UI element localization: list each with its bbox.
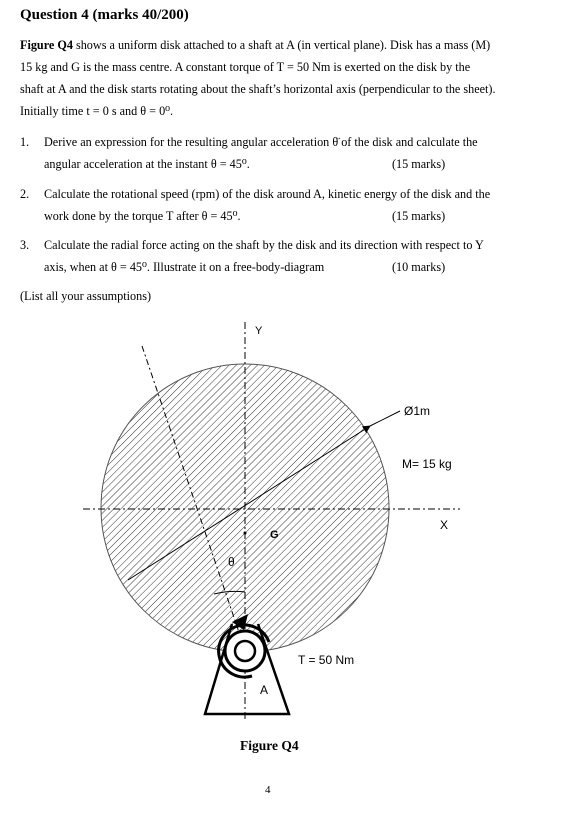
x-axis-label: X <box>440 518 449 532</box>
figure-caption: Figure Q4 <box>240 738 299 753</box>
diameter-label: Ø1m <box>404 404 431 418</box>
question-2-number: 2. <box>20 187 30 201</box>
y-axis-label: Y <box>255 325 263 337</box>
intro-line-4: Initially time t = 0 s and θ = 0⁰. <box>20 104 174 118</box>
mass-label: M= 15 kg <box>402 457 452 471</box>
question-3-marks: (10 marks) <box>392 260 446 274</box>
question-title: Question 4 (marks 40/200) <box>20 7 189 23</box>
diameter-leader-line <box>370 411 400 426</box>
question-1-marks: (15 marks) <box>392 157 446 171</box>
question-3-line-1: Calculate the radial force acting on the shaft by the disk and its direction with respect to Y <box>44 238 484 252</box>
question-3-line-2: axis, when at θ = 45⁰. Illustrate it on a free-body-diagram <box>44 260 325 274</box>
intro-line-2: 15 kg and G is the mass centre. A constant torque of T = 50 Nm is exerted on the disk by the <box>20 60 471 74</box>
page-number: 4 <box>265 784 271 796</box>
g-label: G <box>270 529 279 541</box>
assumptions-note: (List all your assumptions) <box>20 289 152 303</box>
shaft-inner-ring <box>235 641 255 661</box>
figure-reference: Figure Q4 <box>20 38 73 52</box>
intro-line-3: shaft at A and the disk starts rotating about the shaft’s horizontal axis (perpendicular to the sheet). <box>20 82 496 96</box>
question-1-line-1: Derive an expression for the resulting angular acceleration θ̈ of the disk and calculate the <box>44 135 478 149</box>
torque-label: T = 50 Nm <box>298 653 355 667</box>
intro-line-1: Figure Q4 shows a uniform disk attached to a shaft at A (in vertical plane). Disk has a mass (M) <box>20 38 491 52</box>
theta-label: θ <box>228 555 235 569</box>
g-point-marker <box>244 532 247 535</box>
question-2-marks: (15 marks) <box>392 209 446 223</box>
question-2-line-2: work done by the torque T after θ = 45⁰. <box>44 209 241 223</box>
point-a-label: A <box>260 683 269 697</box>
question-1-line-2: angular acceleration at the instant θ = 45⁰. <box>44 157 250 171</box>
question-2-line-1: Calculate the rotational speed (rpm) of the disk around A, kinetic energy of the disk and the <box>44 187 491 201</box>
question-3-number: 3. <box>20 238 30 252</box>
question-1-number: 1. <box>20 135 30 149</box>
